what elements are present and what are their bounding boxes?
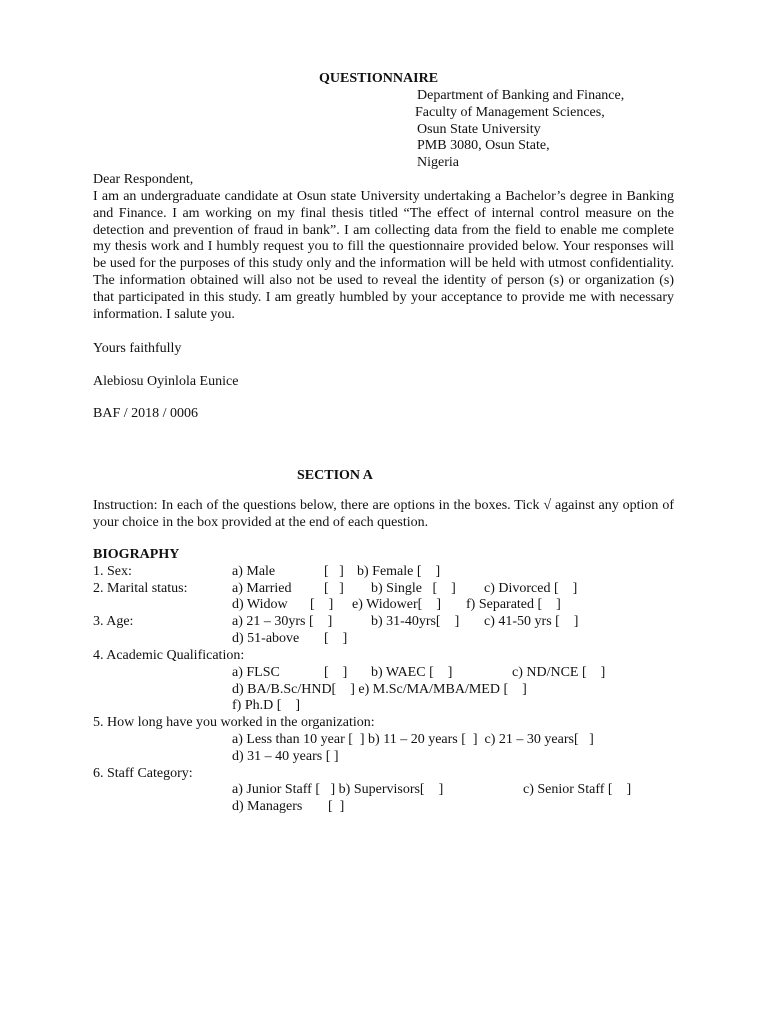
option-separated[interactable]: f) Separated [ ] [466,597,561,612]
option-phd[interactable]: f) Ph.D [ ] [232,698,301,713]
option-age-31-40[interactable]: b) 31-40yrs[ ] [371,614,460,629]
instruction-text: Instruction: In each of the questions below, there are options in the boxes. Tick √ against any option of your choice in the box provided at the end of each question. [93,498,674,530]
option-male: a) Male [232,564,276,579]
address-line: Nigeria [417,155,459,171]
option-divorced[interactable]: c) Divorced [ ] [484,581,578,596]
question-sex-label: 1. Sex: [93,564,132,579]
option-married: a) Married [232,581,292,596]
option-degree-masters[interactable]: d) BA/B.Sc/HND[ ] e) M.Sc/MA/MBA/MED [ ] [232,682,527,697]
option-age-51-above: d) 51-above [232,631,300,646]
checkbox-male[interactable]: [ ] [324,564,344,579]
section-title: SECTION A [297,468,373,483]
option-managers: d) Managers [232,799,303,814]
address-block [415,88,624,172]
letter-body: I am an undergraduate candidate at Osun state University undertaking a Bachelor’s degree in Banking and Finance. I am working on my final thesis titled “The effect of internal control measure on the detection and prevention of fraud in bank”. I am collecting data from the field to enable me complete my thesis work and I humbly request you to fill the questionnaire provided below. Your responses will be used for the purposes of this study only and the information will be held with utmost confidentiality. The information obtained will also not be used to reveal the identity of person (s) or organization (s) that participated in this study. I am greatly humbled by your acceptance to provide me with necessary information. I salute you. [93,189,674,322]
question-marital-status-label: 2. Marital status: [93,581,188,596]
document-title: QUESTIONNAIRE [319,71,439,86]
option-senior-staff[interactable]: c) Senior Staff [ ] [523,782,632,797]
option-nd-nce[interactable]: c) ND/NCE [ ] [512,665,606,680]
option-flsc: a) FLSC [232,665,280,680]
address-line: PMB 3080, Osun State, [417,138,550,154]
option-years-worked-a-c[interactable]: a) Less than 10 year [ ] b) 11 – 20 years [ ] c) 21 – 30 years[ ] [232,732,594,747]
address-line: Faculty of Management Sciences, [415,104,605,120]
matric-number: BAF / 2018 / 0006 [93,406,199,421]
option-age-21-30[interactable]: a) 21 – 30yrs [ ] [232,614,333,629]
checkbox-managers[interactable]: [ ] [328,799,345,814]
question-years-worked-label: 5. How long have you worked in the organization: [93,715,375,730]
signatory-name: Alebiosu Oyinlola Eunice [93,374,239,389]
question-staff-category-label: 6. Staff Category: [93,766,193,781]
biography-heading: BIOGRAPHY [93,547,180,562]
option-age-41-50[interactable]: c) 41-50 yrs [ ] [484,614,579,629]
salutation: Dear Respondent, [93,172,194,187]
option-single[interactable]: b) Single [ ] [371,581,456,596]
option-female[interactable]: b) Female [ ] [357,564,441,579]
option-widower[interactable]: e) Widower[ ] [352,597,441,612]
address-line: Department of Banking and Finance, [417,88,625,103]
checkbox-age-51-above[interactable]: [ ] [324,631,348,646]
question-age-label: 3. Age: [93,614,134,629]
checkbox-flsc[interactable]: [ ] [324,665,348,680]
checkbox-widow[interactable]: [ ] [310,597,334,612]
address-line: Osun State University [417,121,541,137]
closing: Yours faithfully [93,341,182,356]
option-waec[interactable]: b) WAEC [ ] [371,665,453,680]
option-widow: d) Widow [232,597,288,612]
option-years-31-40[interactable]: d) 31 – 40 years [ ] [232,749,339,764]
question-academic-qualification-label: 4. Academic Qualification: [93,648,245,663]
checkbox-married[interactable]: [ ] [324,581,344,596]
option-junior-supervisors[interactable]: a) Junior Staff [ ] b) Supervisors[ ] [232,782,444,797]
